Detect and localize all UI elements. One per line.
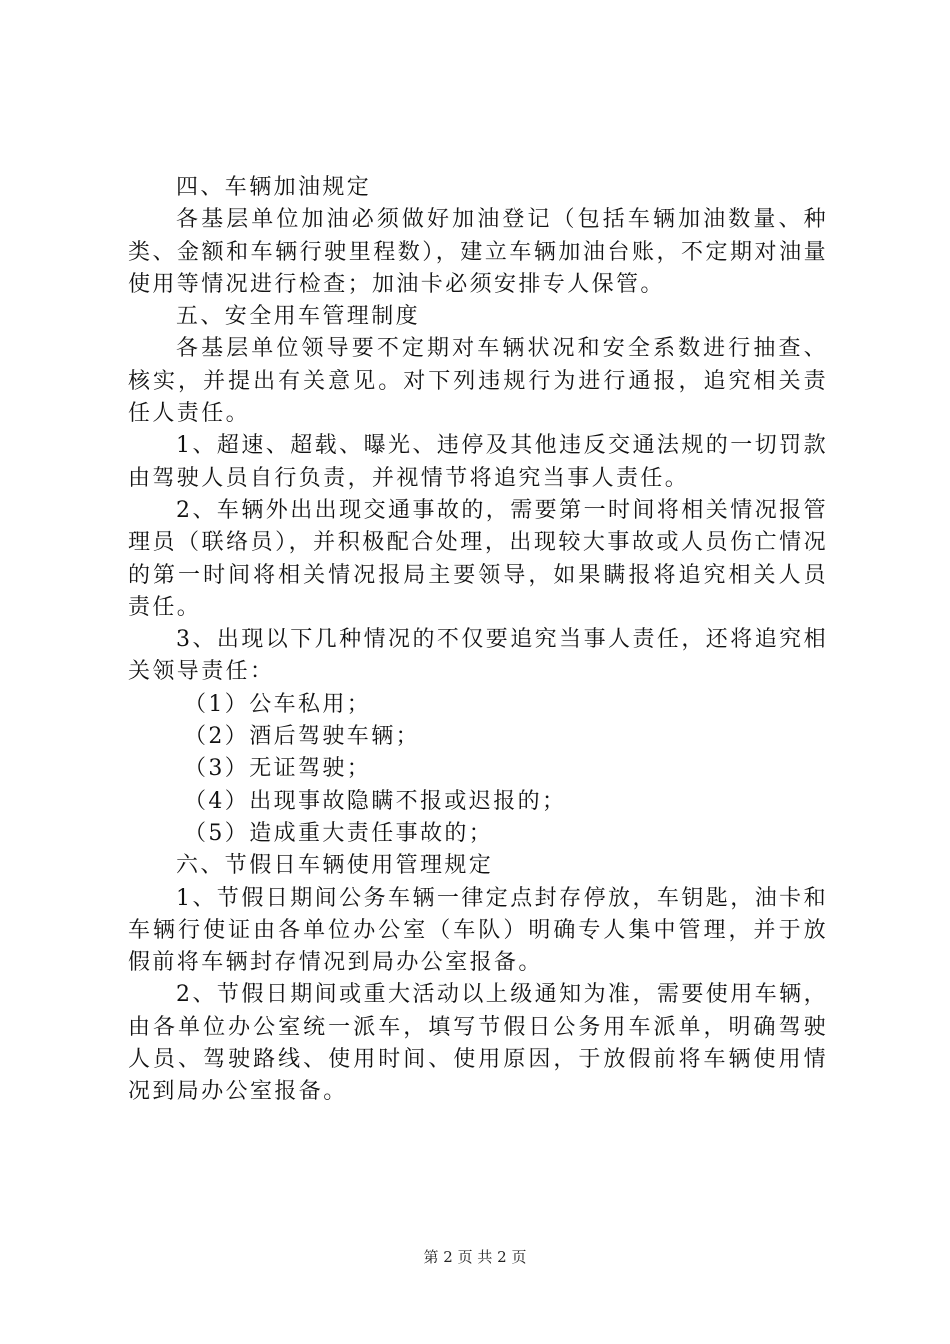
section-heading-refueling: 四、车辆加油规定 xyxy=(176,175,372,200)
list-item: （3）无证驾驶； xyxy=(184,756,372,782)
paragraph-safety-intro: 各基层单位领导要不定期对车辆状况和安全系数进行抽查、核实，并提出有关意见。对下列违规行为进行通报，追究相关责任人责任。 xyxy=(128,336,828,427)
page-footer xyxy=(0,1246,950,1267)
list-item: （1）公车私用； xyxy=(184,691,372,717)
paragraph-safety-item-1: 1、超速、超载、曝光、违停及其他违反交通法规的一切罚款由驾驶人员自行负责，并视情节将追究当事人责任。 xyxy=(128,433,828,491)
document-body xyxy=(128,172,828,1109)
section-heading-holiday: 六、节假日车辆使用管理规定 xyxy=(176,853,494,879)
paragraph-safety-item-3: 3、出现以下几种情况的不仅要追究当事人责任，还将追究相关领导责任： xyxy=(128,627,828,685)
paragraph-safety-item-2: 2、车辆外出出现交通事故的，需要第一时间将相关情况报管理员（联络员），并积极配合处理，出现较大事故或人员伤亡情况的第一时间将相关情况报局主要领导，如果瞒报将追究相关人员责任。 xyxy=(128,497,828,620)
paragraph-holiday-item-2: 2、节假日期间或重大活动以上级通知为准，需要使用车辆，由各单位办公室统一派车，填写节假日公务用车派单，明确驾驶人员、驾驶路线、使用时间、使用原因，于放假前将车辆使用情况到局办公室报备。 xyxy=(128,982,828,1105)
section-heading-safety: 五、安全用车管理制度 xyxy=(176,304,421,330)
list-item: （2）酒后驾驶车辆； xyxy=(184,724,420,750)
list-item: （4）出现事故隐瞒不报或迟报的； xyxy=(184,788,567,814)
paragraph-refueling-rules: 各基层单位加油必须做好加油登记（包括车辆加油数量、种类、金额和车辆行驶里程数），建立车辆加油台账，不定期对油量使用等情况进行检查；加油卡必须安排专人保管。 xyxy=(128,207,828,297)
page-number-label: 第 2 页 共 2 页 xyxy=(423,1248,527,1266)
list-item: （5）造成重大责任事故的； xyxy=(184,820,494,846)
paragraph-holiday-item-1: 1、节假日期间公务车辆一律定点封存停放，车钥匙，油卡和车辆行使证由各单位办公室（车队）明确专人集中管理，并于放假前将车辆封存情况到局办公室报备。 xyxy=(128,885,828,976)
